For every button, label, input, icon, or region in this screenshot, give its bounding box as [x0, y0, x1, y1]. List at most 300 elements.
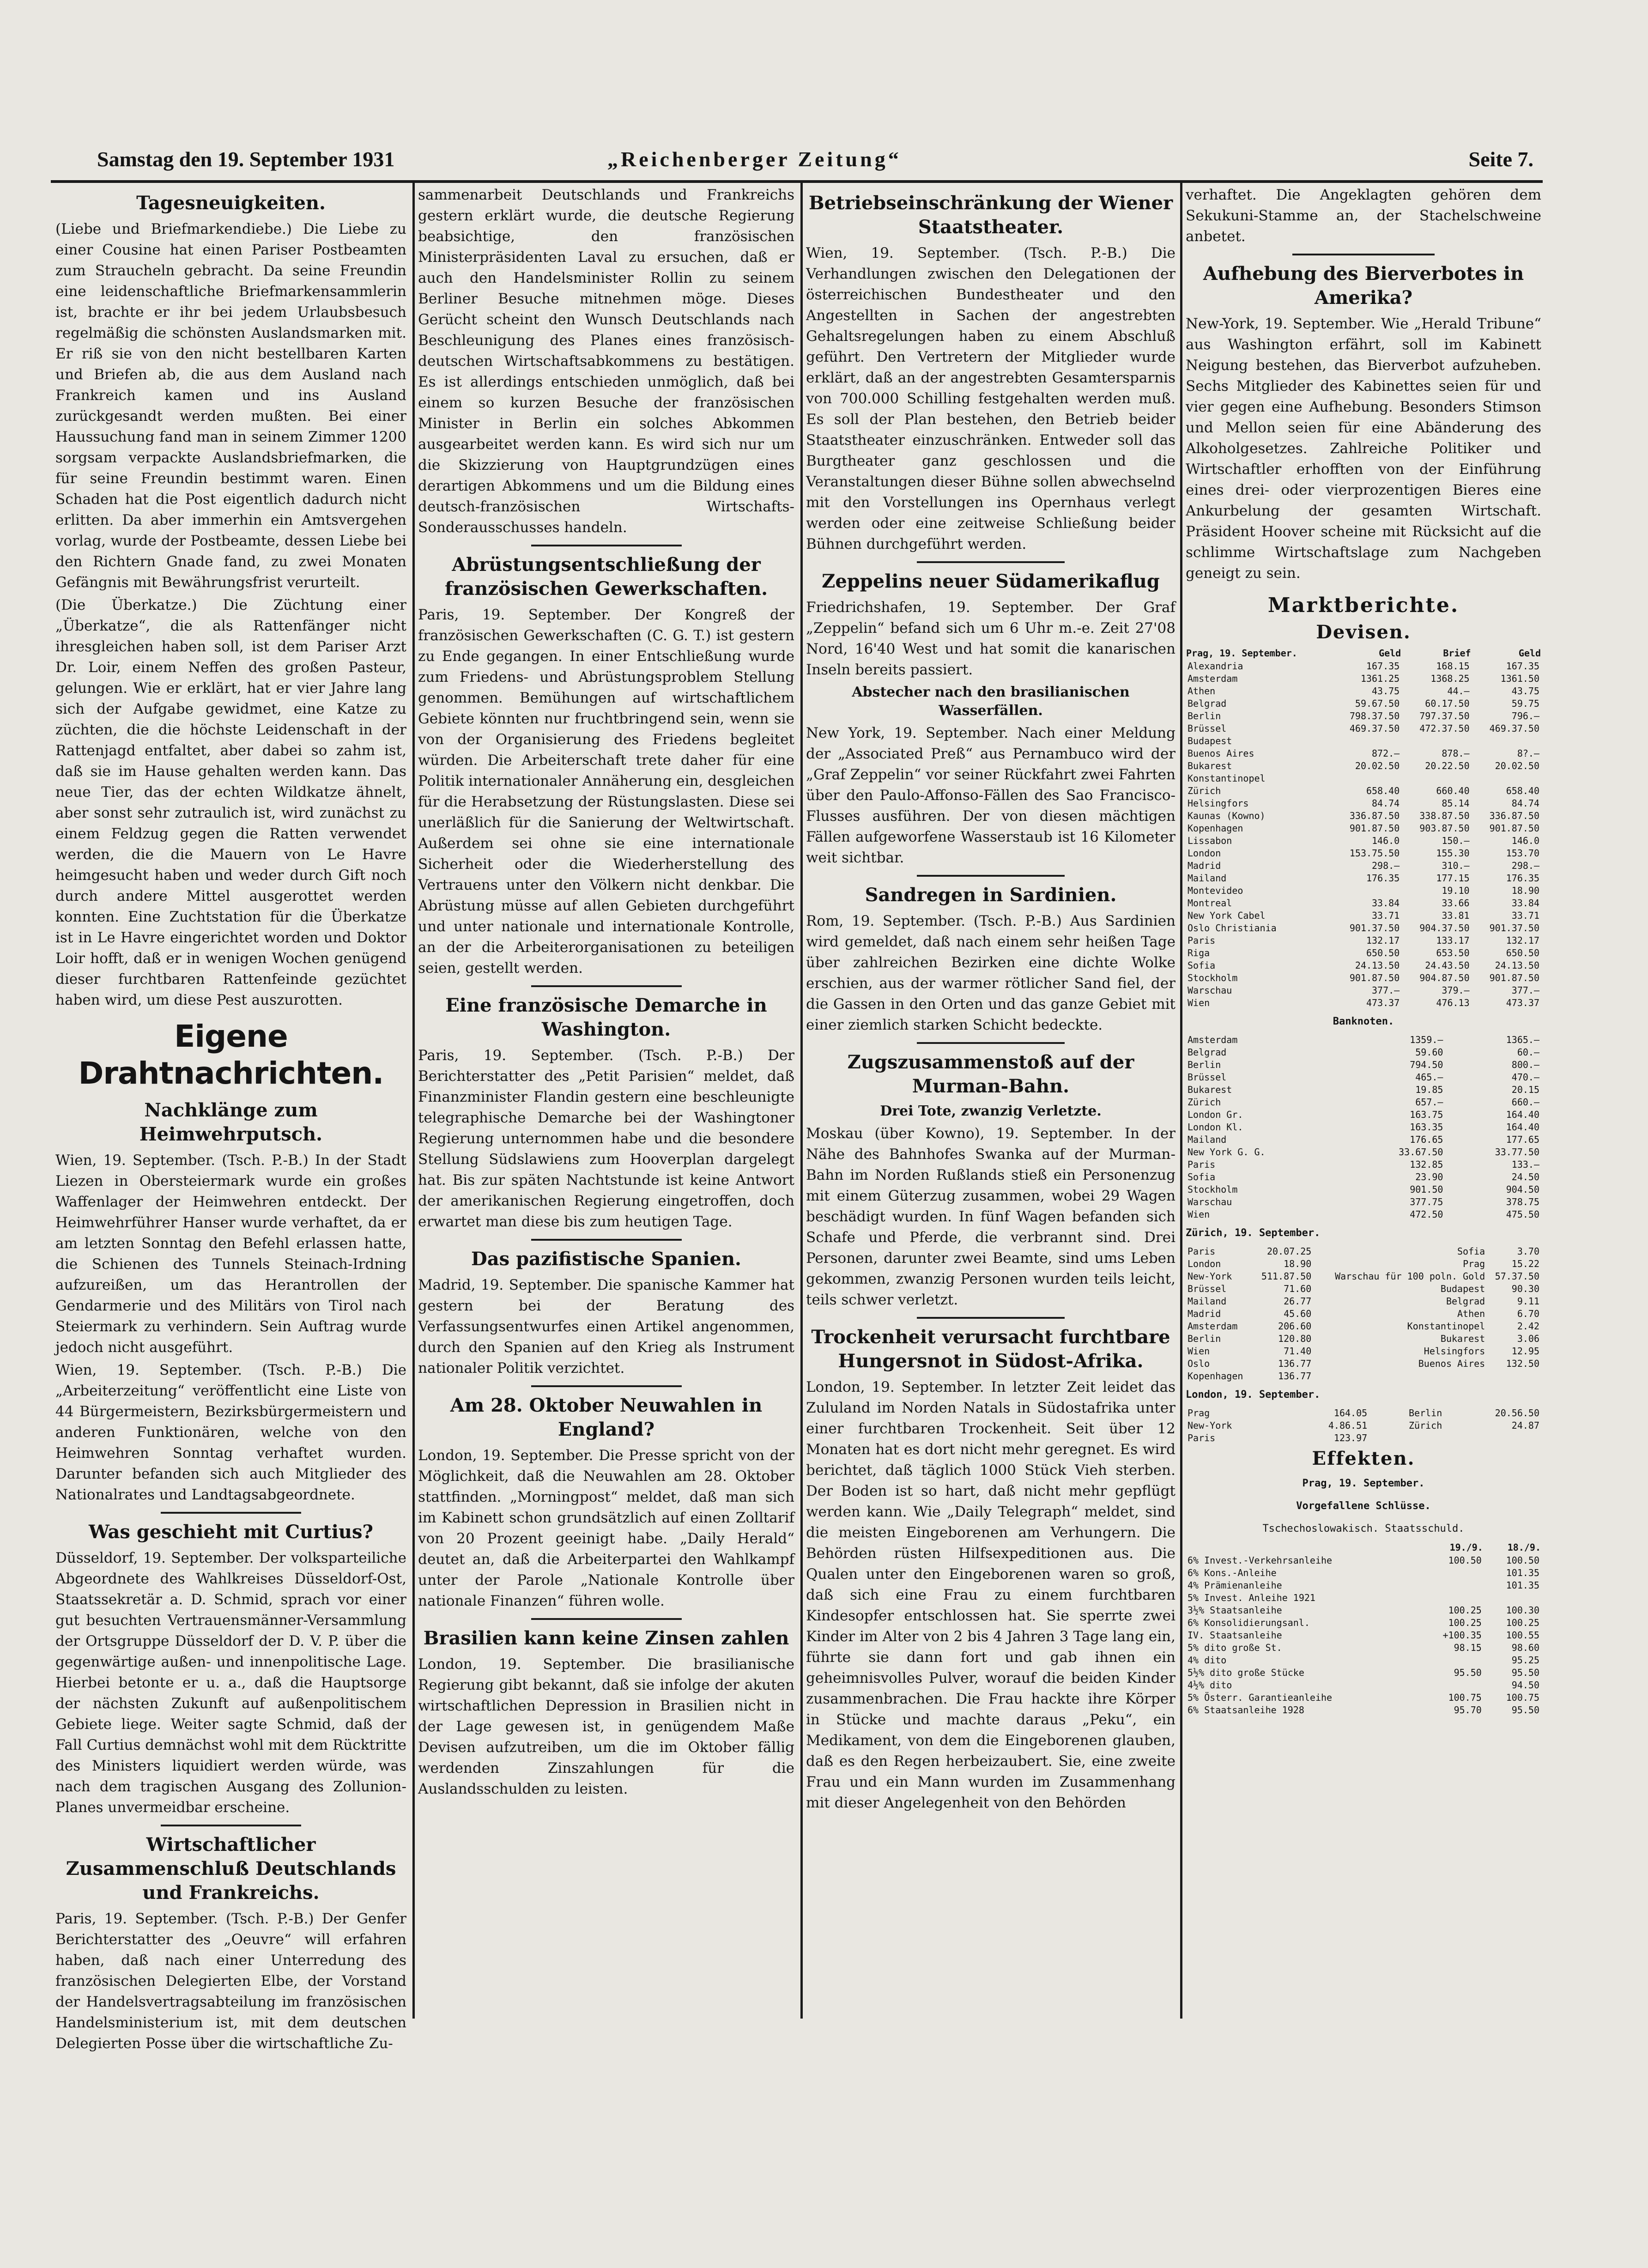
row-label: Buenos Aires	[1188, 748, 1254, 759]
row-value: 71.40	[1284, 1346, 1312, 1357]
row-value: 872.—	[1372, 748, 1400, 759]
row-value: 901.50	[1410, 1184, 1443, 1195]
row-value: 136.77	[1278, 1371, 1312, 1382]
row-value: 167.35	[1366, 661, 1400, 672]
effekten-row	[1186, 1604, 1541, 1617]
row-value: 336.87.50	[1489, 810, 1539, 821]
banknoten-row	[1186, 1183, 1541, 1196]
row-label: 6% Konsolidierungsanl.	[1188, 1617, 1310, 1628]
row-value: 657.—	[1415, 1097, 1443, 1108]
zurich-row	[1186, 1308, 1541, 1320]
row-label: Madrid	[1188, 1308, 1221, 1319]
devisen-row	[1186, 922, 1541, 934]
row-label: Athen	[1188, 685, 1216, 697]
zurich-row	[1186, 1345, 1541, 1358]
row-value: 800.—	[1511, 1059, 1539, 1070]
row-value: 100.30	[1506, 1605, 1539, 1616]
london-title: London, 19. September.	[1186, 1389, 1321, 1401]
devisen-row	[1186, 959, 1541, 972]
row-label: 4½% dito	[1188, 1680, 1232, 1691]
row-value: 101.35	[1506, 1567, 1539, 1578]
row-value: 176.35	[1506, 873, 1539, 884]
row-label: Amsterdam	[1188, 1034, 1238, 1045]
row-value: 511.87.50	[1261, 1271, 1312, 1282]
article-paragraph: Düsseldorf, 19. September. Der volksparteiliche Abgeordnete des Wahlkreises Düsseldorf-Ost, Staatssekretär a. D. Schmid, sprach vor einer gut besuchten Vertrauensmänner-Versammlung der Ortsgruppe Düsseldorf der D. V. P. über die gegenwärtige außen- und innenpolitische Lage. Hierbei betonte er u. a., daß die Hauptsorge der nächsten Zukunft auf außenpolitischem Gebiete liege. Weiter sagte Schmid, daß der Fall Curtius demnächst wohl mit dem Rücktritte des Ministers liquidiert werden würde, was nach dem tragischen Ausgang des Zollunion-Planes unvermeidbar erscheine.	[55, 1550, 406, 1816]
row-value: 1365.—	[1506, 1034, 1539, 1045]
devisen-row	[1186, 797, 1541, 810]
row-value: Belgrad	[1446, 1296, 1485, 1307]
article-paragraph: Paris, 19. September. (Tsch. P.-B.) Der Genfer Berichterstatter des „Oeuvre“ will erfahren haben, daß nach einer Unterredung des französischen Delegierten Elbe, der Vorstand der Handelsvertragsabteilung im französischen Handelsministerium ist, mit dem deutschen Delegierten Posse über die wirtschaftliche Zu-	[55, 1910, 406, 2052]
row-label: Wien	[1188, 997, 1210, 1008]
row-value: 378.75	[1506, 1196, 1539, 1207]
row-value: 8?.—	[1517, 748, 1539, 759]
headline-brasilien: Brasilien kann keine Zinsen zahlen	[423, 1627, 789, 1649]
row-value: Sofia	[1457, 1246, 1485, 1257]
row-label: 4% dito	[1188, 1655, 1227, 1666]
row-label: 6% Invest.-Verkehrsanleihe	[1188, 1555, 1333, 1566]
row-value: 901.87.50	[1349, 823, 1400, 834]
row-value: 901.37.50	[1349, 922, 1400, 934]
banknoten-row	[1186, 1071, 1541, 1084]
row-label: Brüssel	[1188, 1283, 1227, 1294]
row-value: 12.95	[1511, 1346, 1539, 1357]
headline-trockenheit: Trockenheit verursacht furchtbare Hungersnot in Südost-Afrika.	[811, 1326, 1170, 1372]
row-value: 94.50	[1511, 1680, 1539, 1691]
article-paragraph: Moskau (über Kowno), 19. September. In der Nähe des Bahnhofes Swanka auf der Murman-Bahn im Norden Rußlands stieß ein Personenzug mit einem Güterzug zusammen, wobei 29 Wagen beschädigt wurden. In fünf Wagen befanden sich Schafe und Pferde, die verbrannt sind. Drei Personen, darunter zwei Beamte, sind ums Leben gekommen, zwanzig Personen wurden teils leicht, teils schwer verletzt.	[806, 1125, 1175, 1308]
subheadline-tote: Drei Tote, zwanzig Verletzte.	[880, 1103, 1102, 1119]
row-value: 177.15	[1436, 873, 1470, 884]
article-separator	[161, 1825, 301, 1826]
row-value: 100.25	[1506, 1617, 1539, 1628]
devisen-row	[1186, 947, 1541, 959]
row-value: 903.87.50	[1419, 823, 1470, 834]
zurich-row	[1186, 1283, 1541, 1295]
article-paragraph: (Die Überkatze.) Die Züchtung einer „Überkatze“, die als Rattenfänger nicht ihresgleichen haben soll, ist dem Pariser Arzt Dr. Loir, einem Neffen des großen Pasteur, gelungen. Wie er erklärt, hat er vier Jahre lang sich der Aufgabe gewidmet, eine Katze zu züchten, die die höchste Leidenschaft in der Rattenjagd entfaltet, aber dabei so zahm ist, daß sie im Hause gehalten werden kann. Das neue Tier, das der echten Wildkatze ähnelt, aber sonst sehr zutraulich ist, wird zunächst zu einem Feldzug gegen die Ratten verwendet werden, die die Mauern von Le Havre heimgesucht haben und weder durch Gift noch durch andere Mittel ausgerottet werden konnten. Eine Zuchtstation für die Überkatze ist in Le Havre eingerichtet worden und Doktor Loir hofft, daß er in wenigen Wochen genügend dieser furchtbaren Rattenfeinde gezüchtet haben wird, um diese Pest auszurotten.	[55, 597, 406, 1008]
row-value: 132.85	[1410, 1159, 1443, 1170]
effekten-subtitle-3: Tschechoslowakisch. Staatsschuld.	[1262, 1523, 1465, 1534]
row-value: 33.71	[1511, 910, 1539, 921]
effekten-row	[1186, 1617, 1541, 1629]
row-value: 20.07.25	[1266, 1246, 1312, 1257]
banknoten-row	[1186, 1121, 1541, 1134]
row-label: Helsingfors	[1188, 798, 1249, 809]
page-number: Seite 7.	[1468, 147, 1533, 171]
banknoten-row	[1186, 1134, 1541, 1146]
row-value: 120.80	[1278, 1333, 1312, 1344]
effekten-row	[1186, 1592, 1541, 1604]
row-label: Berlin	[1188, 1333, 1221, 1344]
row-value	[1332, 772, 1401, 785]
row-value	[1487, 1370, 1541, 1383]
row-value: 465.—	[1415, 1072, 1443, 1083]
row-value: 100.50	[1506, 1555, 1539, 1566]
article-separator	[531, 1385, 682, 1387]
effekten-row	[1186, 1704, 1541, 1716]
column-header	[1186, 1541, 1417, 1554]
row-label: Sofia	[1188, 1171, 1216, 1183]
row-value: 123.97	[1333, 1432, 1368, 1443]
row-value: 797.37.50	[1419, 710, 1470, 722]
row-value: 20.02.50	[1355, 760, 1400, 771]
effekten-title: Effekten.	[1312, 1448, 1415, 1469]
row-label: 6% Kons.-Anleihe	[1188, 1567, 1277, 1578]
row-value: 653.50	[1436, 947, 1470, 958]
row-value	[1369, 1432, 1444, 1444]
row-label: Zürich	[1188, 785, 1221, 796]
row-label: Kaunas (Kowno)	[1188, 810, 1266, 821]
row-value: 901.87.50	[1349, 972, 1400, 983]
zurich-row	[1186, 1358, 1541, 1370]
row-value: 95.50	[1511, 1704, 1539, 1716]
row-value: 472.37.50	[1419, 723, 1470, 734]
row-value: Warschau für 100 poln. Gold	[1335, 1271, 1485, 1282]
issue-date: Samstag den 19. September 1931	[97, 147, 395, 171]
row-value: 660.40	[1436, 785, 1470, 796]
article-paragraph: Madrid, 19. September. Die spanische Kammer hat gestern bei der Beratung des Verfassungsentwurfes einen Artikel angenommen, durch den Spanien auf den Krieg als Instrument nationaler Politik verzichtet.	[418, 1277, 794, 1377]
row-value: 338.87.50	[1419, 810, 1470, 821]
headline-demarche: Eine französische Demarche in Washington.	[445, 995, 767, 1040]
row-value	[1444, 1432, 1541, 1444]
row-label: Mailand	[1188, 873, 1227, 884]
article-paragraph: Paris, 19. September. Der Kongreß der französischen Gewerkschaften (C. G. T.) ist gestern zu Ende gegangen. In einer Entschließung wurde zum Friedens- und Abrüstungsproblem Stellung genommen. Bemühungen auf wirtschaftlichem Gebiete könnten nur fruchtbringend sein, wenn sie von der Organisierung des Friedens begleitet würden. Die Arbeiterschaft trete daher für eine Politik internationaler Annäherung ein, desgleichen für die Herabsetzung der Rüstungslasten. Diese sei unerläßlich für die Sanierung der Weltwirtschaft. Außerdem sei ohne sie eine internationale Sicherheit oder die Wiederherstellung des Vertrauens unter den Völkern nicht denkbar. Die Abrüstung müsse auf allen Gebieten durchgeführt und unter nationale und internationale Kontrolle, an der die Arbeiterorganisationen zu beteiligen seien, gestellt werden.	[418, 606, 794, 976]
row-label: Warschau	[1188, 1196, 1232, 1207]
row-value: 298.—	[1511, 860, 1539, 871]
row-label: Berlin	[1188, 710, 1221, 722]
article-paragraph: Paris, 19. September. (Tsch. P.-B.) Der Berichterstatter des „Petit Parisien“ meldet, daß Finanzminister Flandin gestern eine beschleunigte telegraphische Demarche bei der Washingtoner Regierung unternommen habe und die besondere Stellung Südslawiens zum Hooverplan dargelegt hat. Bis zur späten Nachtstunde ist keine Antwort der amerikanischen Regierung eingetroffen, doch erwartet man diese bis zum heutigen Tage.	[418, 1047, 794, 1230]
row-label: Paris	[1188, 935, 1216, 946]
column-4	[1186, 185, 1541, 2014]
row-label: 5½% dito große Stücke	[1188, 1667, 1304, 1678]
row-label: Warschau	[1188, 985, 1232, 996]
row-value: 85.14	[1442, 798, 1470, 809]
row-value: 33.66	[1442, 897, 1470, 909]
row-value: 3.70	[1517, 1246, 1539, 1257]
newspaper-title: „Reichenberger Zeitung“	[607, 147, 902, 171]
devisen-row	[1186, 847, 1541, 860]
row-label: Montevideo	[1188, 885, 1243, 896]
row-value: 904.50	[1506, 1184, 1539, 1195]
page-header	[53, 143, 1543, 180]
row-value: 24.50	[1511, 1171, 1539, 1183]
row-value: 100.25	[1448, 1617, 1482, 1628]
banknoten-row	[1186, 1171, 1541, 1183]
row-label: Belgrad	[1188, 1047, 1227, 1058]
row-value: 90.30	[1511, 1283, 1539, 1294]
article-paragraph: (Liebe und Briefmarkendiebe.) Die Liebe zu einer Cousine hat einen Pariser Postbeamten zum Straucheln gebracht. Da seine Freundin eine leidenschaftliche Briefmarkensammlerin ist, brachte er ihr bei jedem Urlaubsbesuch regelmäßig die schönsten Auslandsmarken mit. Er riß sie von den nicht bestellbaren Karten und Briefen ab, die aus dem Ausland nach Frankreich kamen und ins Ausland zurückgesandt werden mußten. Bei einer Haussuchung fand man in seinem Zimmer 1200 sorgsam verpackte Auslandsbriefmarken, die für seine Freundin bestimmt waren. Einen Schaden hat die Post eigentlich dadurch nicht erlitten. Da aber immerhin ein Amtsvergehen vorlag, wurde der Postbeamte, dessen Liebe bei den Richtern Gnade fand, zu zwei Monaten Gefängnis mit Bewährungsfrist verurteilt.	[55, 221, 406, 591]
row-value: 153.70	[1506, 848, 1539, 859]
row-value: 163.35	[1410, 1122, 1443, 1133]
row-value: 1361.50	[1500, 673, 1539, 684]
row-value: 133.—	[1511, 1159, 1539, 1170]
effekten-row	[1186, 1579, 1541, 1592]
row-value	[1417, 1579, 1484, 1592]
row-value: 310.—	[1442, 860, 1470, 871]
row-value: 24.13.50	[1355, 960, 1400, 971]
column-header: 19./9.	[1449, 1542, 1483, 1553]
devisen-row	[1186, 785, 1541, 797]
column-3	[806, 185, 1175, 2014]
row-value: 164.40	[1506, 1122, 1539, 1133]
row-value: 59.67.50	[1355, 698, 1400, 709]
row-value: Athen	[1457, 1308, 1485, 1319]
devisen-table	[1186, 647, 1541, 1009]
banknoten-row	[1186, 1034, 1541, 1046]
devisen-row	[1186, 747, 1541, 760]
row-value: 59.60	[1415, 1047, 1443, 1058]
banknoten-row	[1186, 1046, 1541, 1059]
row-value: Zürich	[1409, 1420, 1442, 1431]
row-value	[1401, 735, 1471, 747]
row-label: 6% Staatsanleihe 1928	[1188, 1704, 1304, 1716]
column-header: 18./9.	[1507, 1542, 1541, 1553]
row-value: 798.37.50	[1349, 710, 1400, 722]
devisen-row	[1186, 822, 1541, 835]
row-label: Wien	[1188, 1209, 1210, 1220]
row-label: 5% dito große St.	[1188, 1642, 1282, 1653]
column-header: Geld	[1379, 648, 1401, 659]
devisen-row	[1186, 735, 1541, 747]
devisen-row	[1186, 760, 1541, 772]
row-label: Mailand	[1188, 1296, 1227, 1307]
row-value: 95.70	[1454, 1704, 1482, 1716]
zurich-row	[1186, 1333, 1541, 1345]
article-separator	[161, 1512, 301, 1514]
row-value: 43.75	[1372, 685, 1400, 697]
column-header: Geld	[1518, 648, 1541, 659]
row-label: New-York	[1188, 1420, 1232, 1431]
devisen-row	[1186, 772, 1541, 785]
row-value	[1313, 1370, 1487, 1383]
row-value: 469.37.50	[1349, 723, 1400, 734]
effekten-row	[1186, 1554, 1541, 1567]
row-label: New York G. G.	[1188, 1146, 1266, 1158]
row-value: 20.15	[1511, 1084, 1539, 1095]
row-value: 18.90	[1511, 885, 1539, 896]
row-label: Budapest	[1188, 735, 1232, 746]
zurich-row	[1186, 1320, 1541, 1333]
row-value: Konstantinopel	[1407, 1321, 1485, 1332]
article-paragraph: Wien, 19. September. (Tsch. P.-B.) Die Verhandlungen zwischen den Delegationen der österreichischen Bundestheater und den Angestellten in Sachen der angestrebten Gehaltsregelungen haben zu einem Abschluß geführt. Den Vertretern der Mitglieder wurde erklärt, daß an der angestrebten Gesamtersparnis von 700.000 Schilling festgehalten werden muß. Es soll der Plan bestehen, den Betrieb beider Staatstheater einzuschränken. Entweder soll das Burgtheater ganz geschlossen und die Veranstaltungen dieser Bühne sollen abwechselnd mit den Vorstellungen ins Opernhaus verlegt werden oder eine zeitweise Schließung beider Bühnen durchgeführt werden.	[806, 245, 1175, 552]
row-label: 5% Invest. Anleihe 1921	[1188, 1592, 1315, 1603]
article-separator	[917, 1317, 1065, 1319]
row-value: 33.71	[1372, 910, 1400, 921]
row-value: 33.81	[1442, 910, 1470, 921]
column-header: Brief	[1443, 648, 1471, 659]
row-value: 24.87	[1511, 1420, 1539, 1431]
row-value: 168.15	[1436, 661, 1470, 672]
row-value: 298.—	[1372, 860, 1400, 871]
zurich-row	[1186, 1245, 1541, 1258]
row-value: 100.50	[1448, 1555, 1482, 1566]
row-value: 2.42	[1517, 1321, 1539, 1332]
effekten-row	[1186, 1667, 1541, 1679]
row-value: 658.40	[1506, 785, 1539, 796]
row-label: Oslo	[1188, 1358, 1210, 1369]
row-value: 794.50	[1410, 1059, 1443, 1070]
effekten-subtitle-2: Vorgefallene Schlüsse.	[1296, 1500, 1431, 1512]
headline-zugszusammenstoss: Zugszusammenstoß auf der Murman-Bahn.	[847, 1051, 1134, 1097]
row-value: 660.—	[1511, 1097, 1539, 1108]
row-label: London Kl.	[1188, 1122, 1243, 1133]
article-separator	[917, 561, 1065, 563]
row-value: 45.60	[1284, 1308, 1312, 1319]
row-value: 101.35	[1506, 1580, 1539, 1591]
headline-bierverbot: Aufhebung des Bierverbotes in Amerika?	[1203, 263, 1524, 309]
row-value: 23.90	[1415, 1171, 1443, 1183]
row-value	[1417, 1592, 1484, 1604]
row-value: 176.65	[1410, 1134, 1443, 1145]
row-value: 650.50	[1506, 947, 1539, 958]
effekten-row	[1186, 1629, 1541, 1642]
article-paragraph: New-York, 19. September. Wie „Herald Tribune“ aus Washington erfährt, soll im Kabinett Neigung bestehen, das Bierverbot aufzuheben. Sechs Mitglieder des Kabinettes seien für und vier gegen eine Aufhebung. Besonders Stimson und Mellon seien für eine Abänderung des Alkoholgesetzes. Zahlreiche Politiker und Wirtschaftler erhofften von der Einführung eines drei- oder vierprozentigen Bieres eine Ankurbelung der gesamten Wirtschaft. Präsident Hoover scheine mit Rücksicht auf die schlimme Wirtschaftslage zum Nachgeben geneigt zu sein.	[1186, 315, 1541, 582]
row-value: 84.74	[1372, 798, 1400, 809]
article-paragraph: Rom, 19. September. (Tsch. P.-B.) Aus Sardinien wird gemeldet, daß nach einem sehr heißen Tage über zahlreichen Bezirken eine dichte Wolke erschien, aus der warmer rötlicher Sand fiel, der die Gassen in den Orten und das ganze Gebiet mit einer ziemlich starken Schicht bedeckte.	[806, 913, 1175, 1033]
devisen-row	[1186, 872, 1541, 885]
row-value	[1417, 1654, 1484, 1667]
devisen-row	[1186, 810, 1541, 822]
banknoten-row	[1186, 1096, 1541, 1109]
row-value: 155.30	[1436, 848, 1470, 859]
row-label: Paris	[1188, 1432, 1216, 1443]
subheadline-wasserfaelle: Abstecher nach den brasilianischen Wasserfällen.	[852, 684, 1130, 719]
row-value: 904.87.50	[1419, 972, 1470, 983]
row-value: 377.75	[1410, 1196, 1443, 1207]
devisen-row	[1186, 897, 1541, 910]
row-value: 95.50	[1454, 1667, 1482, 1678]
row-value: Bukarest	[1440, 1333, 1485, 1344]
banknoten-row	[1186, 1059, 1541, 1071]
devisen-row	[1186, 910, 1541, 922]
effekten-table	[1186, 1541, 1541, 1716]
devisen-row	[1186, 710, 1541, 722]
row-value: 33.84	[1372, 897, 1400, 909]
row-value: 100.55	[1506, 1630, 1539, 1641]
banknoten-row	[1186, 1208, 1541, 1221]
devisen-row	[1186, 885, 1541, 897]
article-paragraph: Wien, 19. September. (Tsch. P.-B.) In der Stadt Liezen in Obersteiermark wurde ein großes Waffenlager der Heimwehren entdeckt. Der Heimwehrführer Hanser wurde verhaftet, da er am letzten Sonntag den Befehl erlassen hatte, die Schienen des Tunnels Steinach-Irdning aufzureißen, um das Herantrollen der Gendarmerie und des Militärs von Tirol nach Steiermark zu verhindern. Sein Auftrag wurde jedoch nicht ausgeführt.	[55, 1152, 406, 1356]
row-label: Stockholm	[1188, 1184, 1238, 1195]
row-value: 206.60	[1278, 1321, 1312, 1332]
row-label: Brüssel	[1188, 723, 1227, 734]
zurich-row	[1186, 1270, 1541, 1283]
row-value: 475.50	[1506, 1209, 1539, 1220]
row-label: London Gr.	[1188, 1109, 1243, 1120]
effekten-row	[1186, 1692, 1541, 1704]
section-banner: Eigene Drahtnachrichten.	[78, 1019, 384, 1091]
row-value: Buenos Aires	[1418, 1358, 1485, 1369]
effekten-row	[1186, 1654, 1541, 1667]
row-value: 132.50	[1506, 1358, 1539, 1369]
zurich-row	[1186, 1258, 1541, 1270]
row-value: 473.37	[1366, 997, 1400, 1008]
headline-sandregen: Sandregen in Sardinien.	[865, 884, 1117, 906]
row-value	[1484, 1592, 1541, 1604]
effekten-row	[1186, 1679, 1541, 1692]
row-label: London	[1188, 848, 1221, 859]
article-paragraph: New York, 19. September. Nach einer Meldung der „Associated Preß“ aus Pernambuco wird der „Graf Zeppelin“ vor seiner Rückfahrt zwei Fahrten über den Paulo-Affonso-Fällen des Sao Francisco-Flusses ausführen. Der von diesen mächtigen Fällen aufgeworfene Wasserstaub ist 16 Kilometer weit sichtbar.	[806, 725, 1175, 866]
devisen-row	[1186, 660, 1541, 673]
row-label: Amsterdam	[1188, 1321, 1238, 1332]
row-value	[1401, 772, 1471, 785]
article-paragraph: London, 19. September. Die Presse spricht von der Möglichkeit, daß die Neuwahlen am 28. Oktober stattfinden. „Morningpost“ meldet, daß man sich im Kabinett schon grundsätzlich auf einen Zolltarif von 20 Prozent geeinigt habe. „Daily Herald“ deutet an, daß die Arbeiterpartei den Wahlkampf unter der Parole „Nationale Kontrolle über nationale Finanzen“ führen wolle.	[418, 1447, 794, 1609]
devisen-row	[1186, 673, 1541, 685]
row-value: 167.35	[1506, 661, 1539, 672]
row-label: Lissabon	[1188, 835, 1232, 846]
row-label: Oslo Christiania	[1188, 922, 1277, 934]
headline-abruestung: Abrüstungsentschließung der französischen Gewerkschaften.	[444, 554, 768, 600]
banknoten-row	[1186, 1158, 1541, 1171]
row-label: Belgrad	[1188, 698, 1227, 709]
article-separator	[531, 985, 682, 987]
row-label: Bukarest	[1188, 760, 1232, 771]
row-value: Budapest	[1440, 1283, 1485, 1294]
row-value: Prag	[1463, 1258, 1485, 1269]
zurich-title: Zürich, 19. September.	[1186, 1227, 1321, 1239]
row-label: New York Cabel	[1188, 910, 1266, 921]
row-value: 100.25	[1448, 1605, 1482, 1616]
article-separator	[917, 1042, 1065, 1044]
headline-zeppelin: Zeppelins neuer Südamerikaflug	[822, 570, 1160, 592]
row-value: 60.17.50	[1425, 698, 1470, 709]
london-row	[1186, 1407, 1541, 1419]
row-label: Sofia	[1188, 960, 1216, 971]
row-value: 658.40	[1366, 785, 1400, 796]
row-value: 132.17	[1366, 935, 1400, 946]
row-value: 24.13.50	[1495, 960, 1539, 971]
row-value: 472.50	[1410, 1209, 1443, 1220]
row-value: 476.13	[1436, 997, 1470, 1008]
row-value	[1472, 735, 1541, 747]
row-value: 379.—	[1442, 985, 1470, 996]
banknoten-table	[1186, 1034, 1541, 1221]
row-value: 133.17	[1436, 935, 1470, 946]
london-row	[1186, 1419, 1541, 1432]
article-separator	[531, 1239, 682, 1241]
column-divider-1	[412, 182, 415, 2019]
article-separator	[531, 545, 682, 546]
devisen-row	[1186, 722, 1541, 735]
column-2	[418, 185, 794, 2014]
devisen-row	[1186, 984, 1541, 997]
row-label: Paris	[1188, 1159, 1216, 1170]
zurich-row	[1186, 1295, 1541, 1308]
effekten-row	[1186, 1567, 1541, 1579]
banknoten-row	[1186, 1084, 1541, 1096]
row-value: 150.—	[1442, 835, 1470, 846]
row-value: 19.85	[1415, 1084, 1443, 1095]
devisen-row	[1186, 934, 1541, 947]
row-value: 100.75	[1506, 1692, 1539, 1703]
row-value: 44.—	[1447, 685, 1470, 697]
row-value: 3.06	[1517, 1333, 1539, 1344]
zurich-row	[1186, 1370, 1541, 1383]
row-value	[1417, 1679, 1484, 1692]
row-value: 15.22	[1511, 1258, 1539, 1269]
article-separator	[531, 1618, 682, 1620]
row-value: 163.75	[1410, 1109, 1443, 1120]
row-label: New-York	[1188, 1271, 1232, 1282]
row-value	[1472, 772, 1541, 785]
row-value: Helsingfors	[1424, 1346, 1485, 1357]
column-header: Prag, 19. September.	[1186, 648, 1297, 659]
row-label: Konstantinopel	[1188, 773, 1266, 784]
article-paragraph: London, 19. September. In letzter Zeit leidet das Zululand im Norden Natals in Südostafrika unter einer furchtbaren Trockenheit. Seit über 12 Monaten hat es dort nicht mehr geregnet. Es wird berichtet, daß täglich 1000 Stück Vieh sterben. Der Boden ist so hart, daß nicht mehr gepflügt werden kann. Wie „Daily Telegraph“ meldet, sind die meisten Eingeborenen am Verhungern. Die Behörden rüsten Hilfsexpeditionen aus. Die Qualen unter den Eingeborenen waren so groß, daß sich eine Frau zu einem furchtbaren Kindesopfer entschlossen hat. Sie sperrte zwei Kinder im Alter von 2 bis 4 Jahren 3 Tage lang ein, führte sie dann fort und gab ihnen ein geheimnisvolles Pulver, worauf die beiden Kinder zusammenbrachen. Die Frau hackte ihre Körper in Stücke und machte daraus „Peku“, ein Medikament, von dem die Eingeborenen glauben, daß es den Regen herbeizaubert. Sie, eine zweite Frau und ein Mann wurden im Zusammenhang mit dieser Angelegenheit von den Behörden	[806, 1379, 1175, 1811]
article-separator	[917, 875, 1065, 877]
row-value: 146.0	[1511, 835, 1539, 846]
row-value: 9.11	[1517, 1296, 1539, 1307]
article-paragraph: verhaftet. Die Angeklagten gehören dem Sekukuni-Stamme an, der Stachelschweine anbetet.	[1186, 187, 1541, 245]
row-value	[1417, 1567, 1484, 1579]
